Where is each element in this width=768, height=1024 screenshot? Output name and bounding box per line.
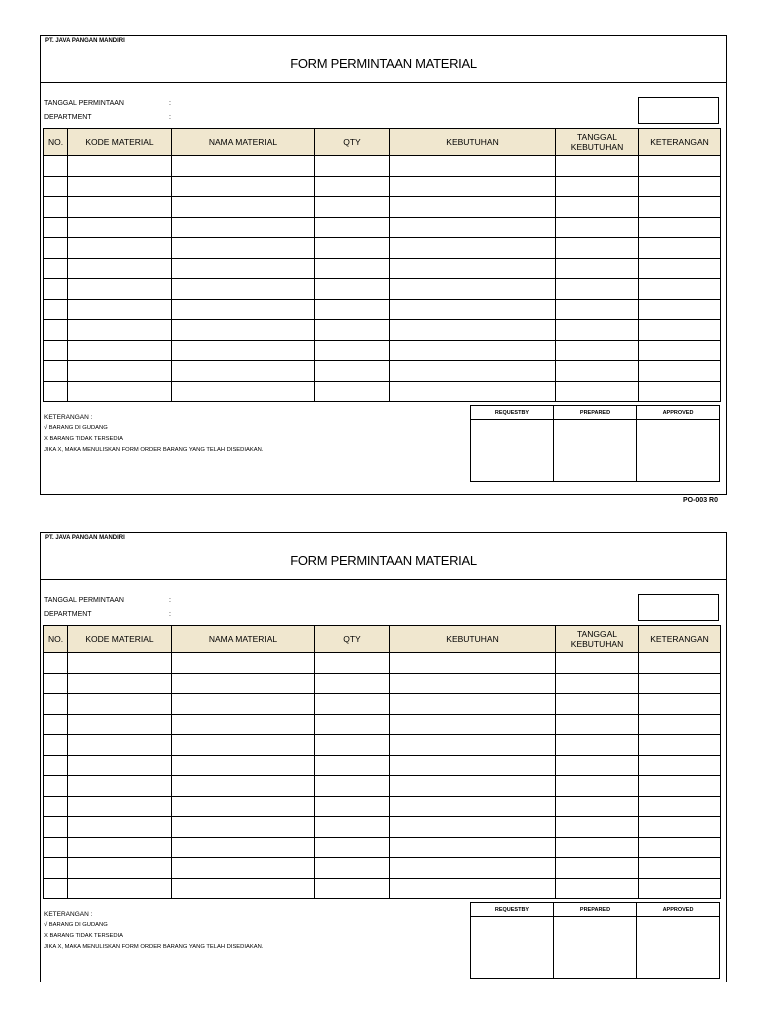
table-cell[interactable] (44, 361, 68, 382)
col-header-kebutuhan: KEBUTUHAN (390, 626, 556, 653)
table-cell[interactable] (556, 878, 639, 899)
table-cell[interactable] (556, 735, 639, 756)
table-cell[interactable] (172, 673, 315, 694)
table-cell[interactable] (390, 217, 556, 238)
table-cell[interactable] (639, 381, 721, 402)
table-cell[interactable] (639, 694, 721, 715)
table-cell[interactable] (68, 878, 172, 899)
table-cell[interactable] (172, 176, 315, 197)
col-header-kebutuhan: KEBUTUHAN (390, 129, 556, 156)
sign-box-requestby[interactable] (471, 917, 554, 979)
table-cell[interactable] (556, 837, 639, 858)
sign-box-requestby[interactable] (471, 420, 554, 482)
table-cell[interactable] (44, 673, 68, 694)
note-unavailable: X BARANG TIDAK TERSEDIA (44, 933, 124, 939)
table-cell[interactable] (172, 340, 315, 361)
table-cell[interactable] (639, 858, 721, 879)
table-cell[interactable] (556, 320, 639, 341)
table-cell[interactable] (390, 197, 556, 218)
col-header-nama-material: NAMA MATERIAL (172, 129, 315, 156)
title-divider (41, 579, 726, 580)
table-cell[interactable] (556, 858, 639, 879)
table-cell[interactable] (315, 238, 390, 259)
table-cell[interactable] (315, 197, 390, 218)
table-row (44, 673, 721, 694)
table-cell[interactable] (556, 340, 639, 361)
table-cell[interactable] (68, 858, 172, 879)
table-cell[interactable] (44, 381, 68, 402)
department-label: DEPARTMENT (44, 611, 92, 618)
table-row (44, 776, 721, 797)
table-cell[interactable] (639, 837, 721, 858)
table-cell[interactable] (639, 796, 721, 817)
notes-section (44, 412, 263, 456)
table-cell[interactable] (639, 653, 721, 674)
table-cell[interactable] (68, 217, 172, 238)
col-header-keterangan: KETERANGAN (639, 626, 721, 653)
table-row (44, 279, 721, 300)
table-cell[interactable] (556, 279, 639, 300)
sign-header-prepared: PREPARED (554, 903, 637, 917)
table-cell[interactable] (315, 361, 390, 382)
table-row (44, 714, 721, 735)
table-cell[interactable] (390, 673, 556, 694)
table-cell[interactable] (390, 320, 556, 341)
table-row (44, 694, 721, 715)
table-cell[interactable] (639, 776, 721, 797)
table-cell[interactable] (556, 238, 639, 259)
table-cell[interactable] (556, 176, 639, 197)
table-cell[interactable] (315, 796, 390, 817)
sign-box-approved[interactable] (637, 917, 720, 979)
table-cell[interactable] (315, 258, 390, 279)
table-cell[interactable] (315, 340, 390, 361)
title-divider (41, 82, 726, 83)
table-row (44, 878, 721, 899)
table-row (44, 796, 721, 817)
table-cell[interactable] (390, 755, 556, 776)
table-cell[interactable] (68, 755, 172, 776)
signature-table (470, 902, 720, 979)
table-row (44, 837, 721, 858)
table-cell[interactable] (556, 156, 639, 177)
table-cell[interactable] (639, 361, 721, 382)
table-cell[interactable] (68, 694, 172, 715)
table-cell[interactable] (556, 361, 639, 382)
table-cell[interactable] (390, 837, 556, 858)
table-cell[interactable] (556, 694, 639, 715)
table-cell[interactable] (390, 156, 556, 177)
table-header-row (44, 626, 721, 653)
table-cell[interactable] (44, 279, 68, 300)
note-available: √ BARANG DI GUDANG (44, 922, 108, 928)
notes-section (44, 909, 263, 953)
table-cell[interactable] (556, 673, 639, 694)
table-cell[interactable] (315, 320, 390, 341)
col-header-kode-material: KODE MATERIAL (68, 626, 172, 653)
table-row (44, 340, 721, 361)
table-cell[interactable] (172, 796, 315, 817)
table-cell[interactable] (315, 735, 390, 756)
table-cell[interactable] (44, 878, 68, 899)
col-header-tanggal-kebutuhan: TANGGAL KEBUTUHAN (556, 129, 639, 156)
table-row (44, 156, 721, 177)
table-cell[interactable] (639, 714, 721, 735)
table-row (44, 238, 721, 259)
table-cell[interactable] (172, 197, 315, 218)
sign-header-approved: APPROVED (637, 406, 720, 420)
notes-heading: KETERANGAN : (44, 911, 93, 918)
table-cell[interactable] (68, 673, 172, 694)
table-cell[interactable] (315, 176, 390, 197)
table-cell[interactable] (639, 176, 721, 197)
tanggal-permintaan-colon: : (169, 100, 171, 107)
table-cell[interactable] (639, 299, 721, 320)
table-cell[interactable] (44, 340, 68, 361)
table-row (44, 817, 721, 838)
form-title: FORM PERMINTAAN MATERIAL (290, 56, 477, 71)
material-request-form-2 (40, 532, 727, 982)
table-cell[interactable] (172, 653, 315, 674)
table-cell[interactable] (68, 299, 172, 320)
table-cell[interactable] (68, 258, 172, 279)
table-row (44, 361, 721, 382)
table-cell[interactable] (315, 694, 390, 715)
table-cell[interactable] (556, 776, 639, 797)
note-available: √ BARANG DI GUDANG (44, 425, 108, 431)
table-cell[interactable] (315, 673, 390, 694)
table-cell[interactable] (315, 878, 390, 899)
table-row (44, 381, 721, 402)
table-cell[interactable] (44, 837, 68, 858)
note-order-instruction: JIKA X, MAKA MENULISKAN FORM ORDER BARANG YANG TELAH DISEDIAKAN. (44, 447, 264, 453)
sign-box-approved[interactable] (637, 420, 720, 482)
table-cell[interactable] (44, 299, 68, 320)
table-cell[interactable] (390, 796, 556, 817)
material-request-form-1 (40, 35, 727, 495)
col-header-no: NO. (44, 626, 68, 653)
notes-heading: KETERANGAN : (44, 414, 93, 421)
sign-box-prepared[interactable] (554, 917, 637, 979)
table-cell[interactable] (639, 320, 721, 341)
form-title: FORM PERMINTAAN MATERIAL (290, 553, 477, 568)
department-colon: : (169, 611, 171, 618)
table-row (44, 258, 721, 279)
table-cell[interactable] (390, 361, 556, 382)
table-cell[interactable] (639, 238, 721, 259)
table-cell[interactable] (172, 776, 315, 797)
table-row (44, 735, 721, 756)
table-cell[interactable] (68, 156, 172, 177)
table-cell[interactable] (556, 755, 639, 776)
col-header-no: NO. (44, 129, 68, 156)
document-code: PO-003 R0 (682, 497, 718, 504)
table-cell[interactable] (556, 653, 639, 674)
table-cell[interactable] (44, 197, 68, 218)
sign-header-requestby: REQUESTBY (471, 903, 554, 917)
table-cell[interactable] (68, 776, 172, 797)
table-cell[interactable] (172, 837, 315, 858)
table-cell[interactable] (172, 755, 315, 776)
table-cell[interactable] (68, 279, 172, 300)
table-cell[interactable] (390, 340, 556, 361)
table-cell[interactable] (44, 156, 68, 177)
table-cell[interactable] (639, 279, 721, 300)
table-cell[interactable] (315, 858, 390, 879)
material-table (43, 625, 721, 899)
table-row (44, 858, 721, 879)
col-header-kode-material: KODE MATERIAL (68, 129, 172, 156)
table-cell[interactable] (172, 361, 315, 382)
table-cell[interactable] (639, 673, 721, 694)
table-cell[interactable] (315, 279, 390, 300)
table-cell[interactable] (390, 817, 556, 838)
table-cell[interactable] (44, 858, 68, 879)
table-cell[interactable] (172, 279, 315, 300)
table-cell[interactable] (639, 817, 721, 838)
table-cell[interactable] (44, 694, 68, 715)
table-cell[interactable] (639, 878, 721, 899)
table-cell[interactable] (390, 694, 556, 715)
table-cell[interactable] (68, 735, 172, 756)
tanggal-permintaan-label: TANGGAL PERMINTAAN (44, 597, 124, 604)
table-cell[interactable] (315, 837, 390, 858)
table-cell[interactable] (639, 755, 721, 776)
table-cell[interactable] (639, 258, 721, 279)
table-cell[interactable] (68, 361, 172, 382)
table-cell[interactable] (390, 279, 556, 300)
table-cell[interactable] (68, 238, 172, 259)
tanggal-permintaan-colon: : (169, 597, 171, 604)
form-number-box (638, 97, 719, 124)
table-cell[interactable] (172, 817, 315, 838)
table-cell[interactable] (390, 299, 556, 320)
table-cell[interactable] (556, 381, 639, 402)
table-cell[interactable] (390, 878, 556, 899)
table-cell[interactable] (315, 653, 390, 674)
table-cell[interactable] (556, 217, 639, 238)
sign-header-prepared: PREPARED (554, 406, 637, 420)
table-cell[interactable] (390, 176, 556, 197)
table-cell[interactable] (44, 796, 68, 817)
table-cell[interactable] (172, 238, 315, 259)
table-row (44, 197, 721, 218)
department-colon: : (169, 114, 171, 121)
company-name: PT. JAVA PANGAN MANDIRI (45, 38, 125, 44)
col-header-keterangan: KETERANGAN (639, 129, 721, 156)
table-cell[interactable] (639, 217, 721, 238)
table-cell[interactable] (315, 299, 390, 320)
sign-header-requestby: REQUESTBY (471, 406, 554, 420)
table-cell[interactable] (556, 796, 639, 817)
table-cell[interactable] (44, 776, 68, 797)
table-cell[interactable] (639, 340, 721, 361)
table-cell[interactable] (639, 156, 721, 177)
table-cell[interactable] (68, 796, 172, 817)
table-cell[interactable] (172, 714, 315, 735)
table-row (44, 299, 721, 320)
table-cell[interactable] (68, 340, 172, 361)
table-cell[interactable] (172, 320, 315, 341)
table-cell[interactable] (44, 176, 68, 197)
table-cell[interactable] (68, 197, 172, 218)
table-cell[interactable] (556, 714, 639, 735)
table-cell[interactable] (68, 653, 172, 674)
table-cell[interactable] (390, 858, 556, 879)
table-cell[interactable] (68, 817, 172, 838)
table-cell[interactable] (68, 714, 172, 735)
table-cell[interactable] (44, 817, 68, 838)
table-cell[interactable] (172, 858, 315, 879)
table-row (44, 320, 721, 341)
table-cell[interactable] (172, 258, 315, 279)
table-cell[interactable] (315, 217, 390, 238)
signature-table (470, 405, 720, 482)
table-header-row (44, 129, 721, 156)
table-cell[interactable] (44, 258, 68, 279)
table-cell[interactable] (68, 176, 172, 197)
table-cell[interactable] (315, 776, 390, 797)
table-cell[interactable] (556, 197, 639, 218)
table-row (44, 755, 721, 776)
table-cell[interactable] (44, 238, 68, 259)
col-header-qty: QTY (315, 129, 390, 156)
table-cell[interactable] (390, 735, 556, 756)
table-cell[interactable] (44, 320, 68, 341)
sign-header-approved: APPROVED (637, 903, 720, 917)
table-cell[interactable] (172, 694, 315, 715)
tanggal-permintaan-label: TANGGAL PERMINTAAN (44, 100, 124, 107)
sign-box-prepared[interactable] (554, 420, 637, 482)
material-table (43, 128, 721, 402)
table-row (44, 176, 721, 197)
table-cell[interactable] (172, 735, 315, 756)
table-cell[interactable] (68, 381, 172, 402)
table-row (44, 217, 721, 238)
table-cell[interactable] (172, 217, 315, 238)
table-cell[interactable] (390, 776, 556, 797)
table-cell[interactable] (390, 714, 556, 735)
note-unavailable: X BARANG TIDAK TERSEDIA (44, 436, 124, 442)
table-cell[interactable] (315, 156, 390, 177)
table-cell[interactable] (44, 714, 68, 735)
table-cell[interactable] (44, 755, 68, 776)
table-cell[interactable] (315, 381, 390, 402)
table-cell[interactable] (639, 735, 721, 756)
col-header-nama-material: NAMA MATERIAL (172, 626, 315, 653)
table-cell[interactable] (68, 837, 172, 858)
table-cell[interactable] (172, 878, 315, 899)
table-cell[interactable] (390, 381, 556, 402)
table-cell[interactable] (44, 735, 68, 756)
table-cell[interactable] (172, 299, 315, 320)
table-cell[interactable] (44, 653, 68, 674)
table-cell[interactable] (556, 258, 639, 279)
col-header-tanggal-kebutuhan: TANGGAL KEBUTUHAN (556, 626, 639, 653)
table-row (44, 653, 721, 674)
table-cell[interactable] (315, 817, 390, 838)
table-cell[interactable] (315, 755, 390, 776)
col-header-qty: QTY (315, 626, 390, 653)
note-order-instruction: JIKA X, MAKA MENULISKAN FORM ORDER BARANG YANG TELAH DISEDIAKAN. (44, 944, 264, 950)
form-number-box (638, 594, 719, 621)
table-cell[interactable] (556, 299, 639, 320)
table-cell[interactable] (639, 197, 721, 218)
table-cell[interactable] (390, 238, 556, 259)
table-cell[interactable] (556, 817, 639, 838)
table-cell[interactable] (44, 217, 68, 238)
table-cell[interactable] (390, 258, 556, 279)
table-cell[interactable] (390, 653, 556, 674)
table-cell[interactable] (68, 320, 172, 341)
table-cell[interactable] (172, 381, 315, 402)
table-cell[interactable] (315, 714, 390, 735)
department-label: DEPARTMENT (44, 114, 92, 121)
company-name: PT. JAVA PANGAN MANDIRI (45, 535, 125, 541)
table-cell[interactable] (172, 156, 315, 177)
